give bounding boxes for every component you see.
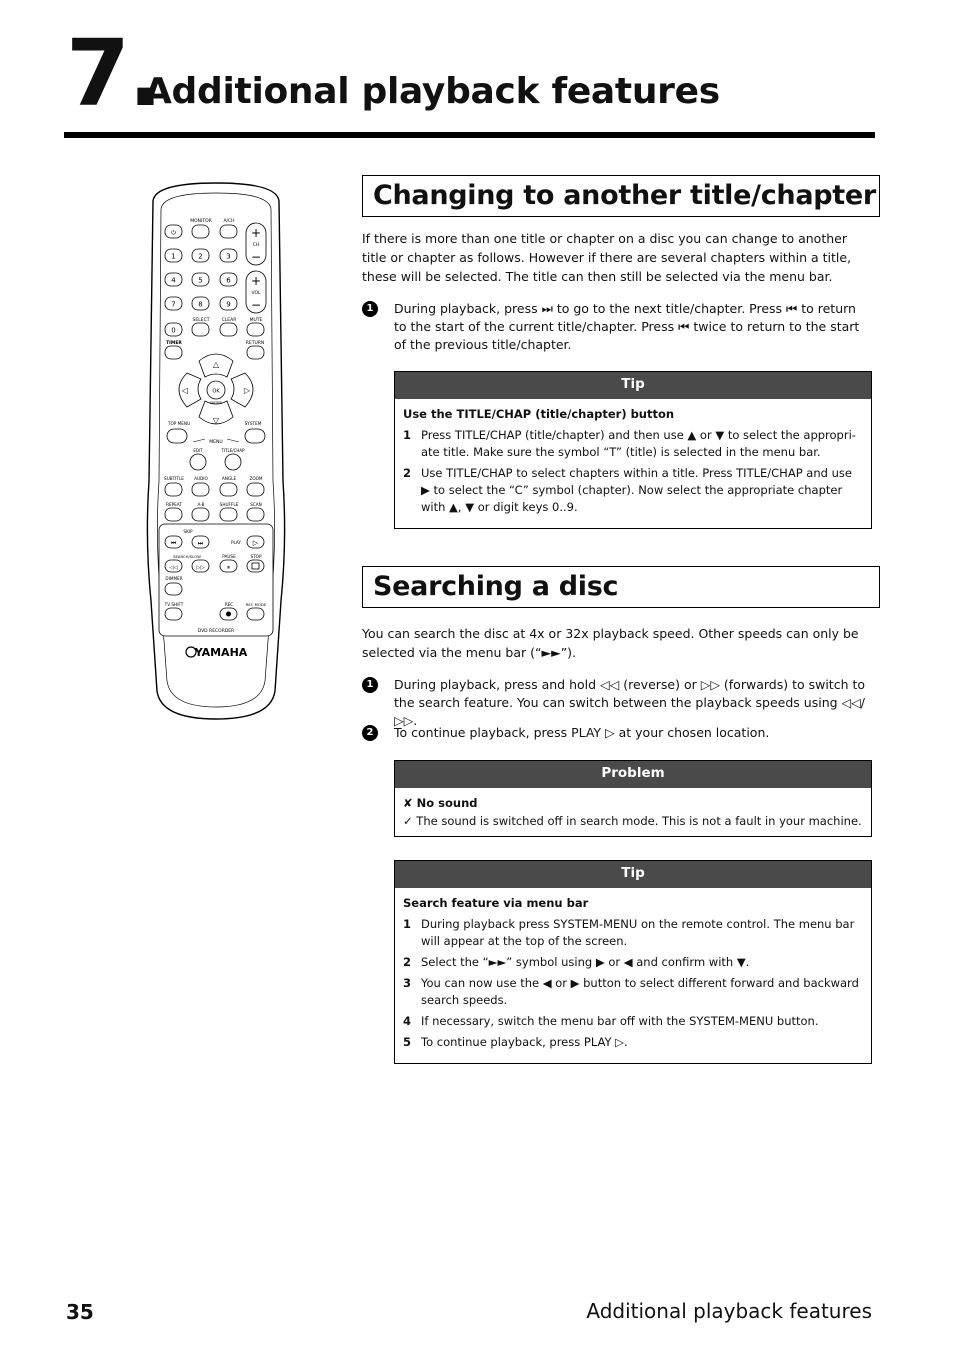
tip-header: Tip: [395, 861, 871, 888]
tip-item: 1 Press TITLE/CHAP (title/chapter) and then use ▲ or ▼ to select the appropri-ate title. Make sure the symbol “T” (title) is selected in the menu bar.: [403, 428, 856, 459]
problem-box: [394, 760, 872, 837]
return-label: RETURN: [245, 341, 265, 346]
system-button: [245, 429, 265, 443]
repeat-label: REPEAT: [166, 502, 182, 507]
section2-intro: You can search the disc at 4x or 32x playback speed. Other speeds can only be selected via the menu bar (“►►”).: [362, 626, 859, 660]
svg-text:⏮: ⏮: [170, 540, 177, 547]
digit-label: 0: [171, 326, 176, 335]
svg-text:▽: ▽: [212, 416, 220, 425]
svg-text:▷: ▷: [243, 386, 251, 395]
enter-label: ENTER: [210, 401, 222, 405]
mute-label: MUTE: [249, 318, 263, 323]
tip-item: 3 You can now use the ◀ or ▶ button to select different forward and backward search speeds.: [403, 976, 859, 1007]
skip-label: SKIP: [183, 529, 193, 534]
title-rule: [64, 132, 875, 138]
remote-control-illustration: [143, 181, 289, 721]
tip-box-title-chap: [394, 371, 872, 529]
svg-text:⏸: ⏸: [226, 564, 231, 571]
ab-label: A-B: [197, 502, 205, 507]
svg-text:△: △: [212, 360, 220, 369]
chapter-title: Additional playback features: [144, 71, 720, 112]
svg-text:▷: ▷: [252, 539, 259, 547]
mute-button: [247, 323, 264, 336]
tip-item: 2 Use TITLE/CHAP to select chapters within a title. Press TITLE/CHAP and use ▶ to select the “C” symbol (chapter). Now select the appropriate chapter with ▲, ▼ or digit keys 0..9.: [403, 466, 852, 514]
clear-button: [220, 323, 237, 336]
tip-item: 1 During playback press SYSTEM-MENU on the remote control. The menu bar will appear at the top of the screen.: [403, 917, 855, 948]
problem-symptom: ✘ No sound: [403, 796, 478, 810]
step-text: During playback, press and hold ◁◁ (reverse) or ▷▷ (forwards) to switch to the search feature. You can switch between the playback speeds using ◁◁/▷▷.: [394, 677, 866, 728]
play-label: PLAY: [230, 540, 242, 545]
step-number-badge: 1: [362, 677, 378, 693]
scan-label: SCAN: [250, 502, 262, 507]
tip-header: Tip: [395, 372, 871, 399]
digit-label: 7: [171, 300, 176, 309]
section1-intro: If there is more than one title or chapter on a disc you can change to another title or chapter as follows. However if there are several chapters within a title, these will be selected. The title can then still be selected via the menu bar.: [362, 231, 852, 284]
page-number: 35: [66, 1300, 94, 1324]
digit-label: 9: [226, 300, 231, 309]
vol-label: VOL: [251, 291, 261, 296]
topmenu-button: [167, 429, 187, 443]
section1-step-1: [362, 300, 872, 354]
clear-label: CLEAR: [221, 318, 237, 323]
tip-item: 4 If necessary, switch the menu bar off with the SYSTEM-MENU button.: [403, 1014, 819, 1028]
svg-text:−: −: [250, 250, 262, 264]
ach-label: A/CH: [223, 219, 235, 224]
footer-section-title: Additional playback features: [586, 1299, 872, 1323]
ok-label: OK: [212, 388, 220, 395]
step-text: To continue playback, press PLAY ▷ at your chosen location.: [394, 725, 770, 740]
section-heading-searching: Searching a disc: [362, 566, 880, 608]
problem-header: Problem: [395, 761, 871, 788]
angle-label: ANGLE: [221, 476, 237, 481]
dvd-recorder-label: DVD RECORDER: [197, 629, 235, 634]
brand-label: YAMAHA: [194, 646, 248, 659]
ach-button: [220, 225, 237, 238]
audio-label: AUDIO: [194, 476, 208, 481]
select-button: [192, 323, 209, 336]
svg-text:−: −: [250, 298, 262, 312]
svg-text:⏻: ⏻: [171, 229, 176, 237]
searchslow-label: SEARCH/SLOW: [173, 554, 201, 559]
svg-text:⏭: ⏭: [197, 540, 204, 547]
digit-label: 6: [226, 276, 231, 285]
timer-button: [165, 346, 182, 359]
monitor-label: MONITOR: [190, 219, 212, 224]
svg-text:+: +: [250, 274, 262, 288]
timer-label: TIMER: [166, 341, 182, 346]
system-label: SYSTEM: [244, 421, 262, 426]
tip-item: 2 Select the “►►” symbol using ▶ or ◀ and confirm with ▼.: [403, 955, 750, 969]
tip-subheading: Search feature via menu bar: [403, 896, 589, 910]
titlechap-button: [225, 454, 241, 470]
edit-label: EDIT: [193, 448, 203, 453]
subtitle-label: SUBTITLE: [164, 476, 184, 481]
titlechap-label: TITLE/CHAP: [221, 448, 245, 453]
section2-step-2: [362, 724, 872, 742]
menu-label: MENU: [209, 440, 223, 445]
section2-step-1: [362, 676, 872, 730]
edit-button: [190, 454, 206, 470]
pause-label: PAUSE: [222, 554, 236, 559]
section-heading-changing-title: Changing to another title/chapter: [362, 175, 880, 217]
ch-label: CH: [252, 243, 260, 248]
svg-text:+: +: [250, 226, 262, 240]
digit-label: 5: [198, 276, 203, 285]
svg-text:◁: ◁: [181, 386, 189, 395]
topmenu-label: TOP MENU: [167, 421, 191, 426]
tip-box-search: [394, 860, 872, 1064]
digit-label: 4: [171, 276, 176, 285]
chapter-number: 7.: [66, 20, 161, 127]
tip-subheading: Use the TITLE/CHAP (title/chapter) button: [403, 407, 675, 421]
select-label: SELECT: [192, 318, 210, 323]
digit-label: 8: [198, 300, 203, 309]
digit-label: 3: [226, 252, 231, 261]
problem-solution: ✓ The sound is switched off in search mode. This is not a fault in your machine.: [403, 814, 862, 828]
monitor-button: [192, 225, 209, 238]
step-text: During playback, press ⏭ to go to the next title/chapter. Press ⏮ to return to the start of the current title/chapter. Press ⏮ twice to return to the start of the previous title/chapter.: [394, 301, 860, 352]
recmode-label: REC MODE: [245, 602, 267, 607]
step-number-badge: 1: [362, 301, 378, 317]
stop-label: STOP: [250, 554, 262, 559]
dimmer-label: DIMMER: [165, 576, 183, 581]
rec-label: REC: [224, 602, 234, 607]
svg-text:◁◁: ◁◁: [169, 565, 178, 571]
digit-label: 1: [171, 252, 176, 261]
tip-item: 5 To continue playback, press PLAY ▷.: [403, 1035, 628, 1049]
return-button: [247, 346, 264, 359]
step-number-badge: 2: [362, 725, 378, 741]
zoom-label: ZOOM: [249, 476, 263, 481]
shuffle-label: SHUFFLE: [219, 502, 239, 507]
tvshift-label: TV SHIFT: [164, 602, 184, 607]
svg-text:▷▷: ▷▷: [196, 565, 205, 571]
digit-label: 2: [198, 252, 203, 261]
